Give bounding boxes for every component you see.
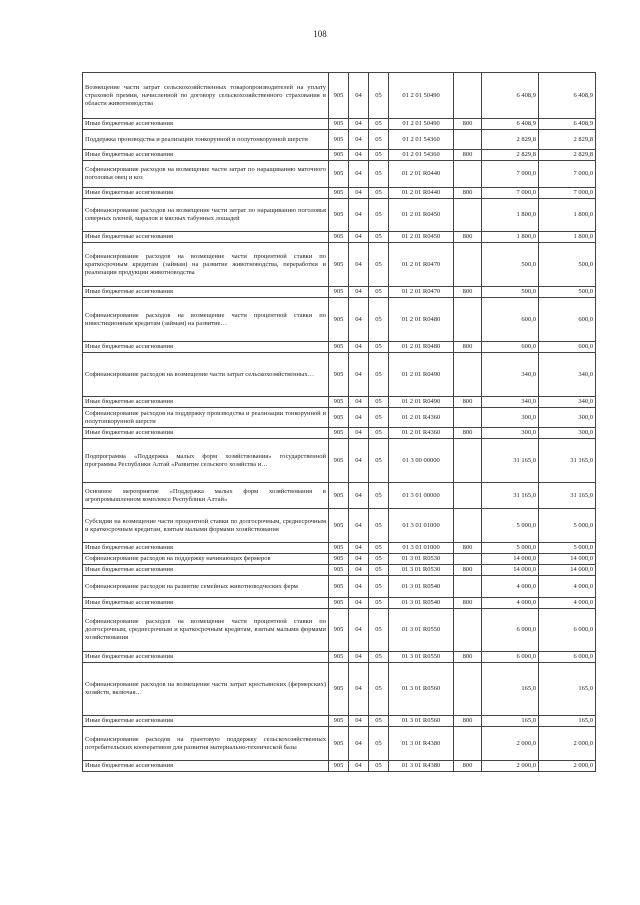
cell-grbs: 905 — [329, 609, 349, 652]
table-row — [83, 397, 596, 408]
table-row — [83, 576, 596, 598]
cell-grbs: 905 — [329, 119, 349, 130]
row-description: Иные бюджетные ассигнования — [83, 397, 329, 408]
cell-expense-type — [454, 727, 482, 761]
row-description: Возмещение части затрат сельскохозяйственных товаропроизводителей на уплату страховой премии, начисленной по договору сельскохозяйственного страхования в области животноводства — [83, 73, 329, 119]
cell-amount-1: 340,0 — [482, 353, 539, 397]
cell-amount-2: 5 000,0 — [539, 509, 596, 543]
cell-amount-1: 2 829,8 — [482, 150, 539, 161]
cell-target-article: 01 2 01 R4360 — [389, 428, 454, 439]
cell-amount-1: 2 000,0 — [482, 761, 539, 772]
cell-podrazdel: 05 — [369, 199, 389, 232]
cell-target-article: 01 3 01 R0560 — [389, 716, 454, 727]
table-row — [83, 554, 596, 565]
cell-podrazdel: 05 — [369, 652, 389, 663]
row-description: Подпрограмма «Поддержка малых форм хозяйствования» государственной программы Республики Алтай «Развитие сельского хозяйства и… — [83, 439, 329, 483]
cell-podrazdel: 05 — [369, 161, 389, 188]
row-description: Софинансирование расходов на возмещение части затрат сельскохозяйственных… — [83, 353, 329, 397]
row-description: Иные бюджетные ассигнования — [83, 761, 329, 772]
cell-amount-2: 4 000,0 — [539, 598, 596, 609]
cell-razdel: 04 — [349, 727, 369, 761]
cell-amount-1: 300,0 — [482, 408, 539, 428]
cell-target-article: 01 3 01 R4380 — [389, 727, 454, 761]
cell-target-article: 01 2 01 R0480 — [389, 342, 454, 353]
cell-expense-type: 800 — [454, 342, 482, 353]
cell-expense-type: 800 — [454, 232, 482, 243]
cell-podrazdel: 05 — [369, 243, 389, 287]
row-description: Иные бюджетные ассигнования — [83, 287, 329, 298]
cell-razdel: 04 — [349, 439, 369, 483]
cell-podrazdel: 05 — [369, 73, 389, 119]
row-description: Иные бюджетные ассигнования — [83, 232, 329, 243]
table-row — [83, 408, 596, 428]
cell-target-article: 01 2 01 R0490 — [389, 397, 454, 408]
cell-razdel: 04 — [349, 199, 369, 232]
cell-expense-type: 800 — [454, 565, 482, 576]
cell-podrazdel: 05 — [369, 119, 389, 130]
budget-table — [82, 72, 596, 772]
cell-grbs: 905 — [329, 287, 349, 298]
cell-amount-2: 340,0 — [539, 353, 596, 397]
table-row — [83, 353, 596, 397]
cell-razdel: 04 — [349, 543, 369, 554]
cell-grbs: 905 — [329, 509, 349, 543]
cell-razdel: 04 — [349, 716, 369, 727]
table-row — [83, 199, 596, 232]
page-number: 108 — [313, 29, 327, 39]
row-description: Поддержка производства и реализации тонкорунной и полутонкорунной шерсти — [83, 130, 329, 150]
cell-amount-2: 300,0 — [539, 408, 596, 428]
row-description: Иные бюджетные ассигнования — [83, 652, 329, 663]
row-description: Иные бюджетные ассигнования — [83, 188, 329, 199]
cell-razdel: 04 — [349, 565, 369, 576]
cell-target-article: 01 3 00 00000 — [389, 439, 454, 483]
cell-podrazdel: 05 — [369, 130, 389, 150]
row-description: Иные бюджетные ассигнования — [83, 150, 329, 161]
cell-amount-1: 31 165,0 — [482, 439, 539, 483]
cell-amount-2: 31 165,0 — [539, 439, 596, 483]
cell-podrazdel: 05 — [369, 428, 389, 439]
cell-expense-type — [454, 161, 482, 188]
cell-amount-1: 600,0 — [482, 342, 539, 353]
cell-expense-type: 800 — [454, 543, 482, 554]
cell-target-article: 01 3 01 R4380 — [389, 761, 454, 772]
cell-podrazdel: 05 — [369, 353, 389, 397]
cell-grbs: 905 — [329, 716, 349, 727]
row-description: Софинансирование расходов на поддержку производства и реализации тонкорунной и полутонкорунной шерсти — [83, 408, 329, 428]
cell-podrazdel: 05 — [369, 232, 389, 243]
cell-razdel: 04 — [349, 428, 369, 439]
row-description: Софинансирование расходов на возмещение части затрат крестьянских (фермерских) хозяйств, включая… — [83, 663, 329, 716]
cell-expense-type — [454, 353, 482, 397]
cell-amount-2: 300,0 — [539, 428, 596, 439]
cell-razdel: 04 — [349, 397, 369, 408]
cell-amount-1: 300,0 — [482, 428, 539, 439]
cell-target-article: 01 3 01 R0540 — [389, 576, 454, 598]
table-row — [83, 727, 596, 761]
cell-amount-2: 7 000,0 — [539, 161, 596, 188]
cell-amount-2: 6 000,0 — [539, 652, 596, 663]
cell-podrazdel: 05 — [369, 397, 389, 408]
cell-amount-2: 4 000,0 — [539, 576, 596, 598]
row-description: Иные бюджетные ассигнования — [83, 119, 329, 130]
cell-target-article: 01 2 01 R0440 — [389, 188, 454, 199]
cell-expense-type — [454, 554, 482, 565]
cell-grbs: 905 — [329, 663, 349, 716]
cell-podrazdel: 05 — [369, 439, 389, 483]
row-description: Софинансирование расходов на поддержку начинающих фермеров — [83, 554, 329, 565]
cell-target-article: 01 3 01 01000 — [389, 509, 454, 543]
cell-podrazdel: 05 — [369, 565, 389, 576]
cell-grbs: 905 — [329, 397, 349, 408]
table-row — [83, 73, 596, 119]
cell-amount-2: 14 000,0 — [539, 565, 596, 576]
cell-target-article: 01 3 01 R0550 — [389, 609, 454, 652]
cell-amount-1: 14 000,0 — [482, 565, 539, 576]
cell-amount-1: 5 000,0 — [482, 543, 539, 554]
cell-amount-2: 5 000,0 — [539, 543, 596, 554]
table-row — [83, 565, 596, 576]
cell-expense-type — [454, 408, 482, 428]
cell-expense-type — [454, 298, 482, 342]
cell-amount-1: 6 408,9 — [482, 73, 539, 119]
cell-amount-1: 600,0 — [482, 298, 539, 342]
cell-expense-type — [454, 483, 482, 509]
cell-podrazdel: 05 — [369, 727, 389, 761]
table-row — [83, 609, 596, 652]
cell-razdel: 04 — [349, 150, 369, 161]
cell-amount-1: 5 000,0 — [482, 509, 539, 543]
table-row — [83, 342, 596, 353]
cell-grbs: 905 — [329, 298, 349, 342]
cell-razdel: 04 — [349, 609, 369, 652]
cell-target-article: 01 2 01 R0470 — [389, 243, 454, 287]
cell-target-article: 01 2 01 54360 — [389, 130, 454, 150]
cell-amount-2: 6 408,9 — [539, 73, 596, 119]
cell-target-article: 01 3 01 R0530 — [389, 554, 454, 565]
table-row — [83, 188, 596, 199]
cell-podrazdel: 05 — [369, 287, 389, 298]
cell-target-article: 01 2 01 54360 — [389, 150, 454, 161]
cell-expense-type — [454, 243, 482, 287]
table-row — [83, 287, 596, 298]
row-description: Иные бюджетные ассигнования — [83, 565, 329, 576]
table-row — [83, 761, 596, 772]
cell-target-article: 01 2 01 50490 — [389, 119, 454, 130]
cell-podrazdel: 05 — [369, 150, 389, 161]
row-description: Софинансирование расходов на возмещение части затрат по наращиванию маточного поголовья овец и коз — [83, 161, 329, 188]
cell-grbs: 905 — [329, 150, 349, 161]
cell-amount-1: 1 800,0 — [482, 199, 539, 232]
cell-amount-2: 2 829,8 — [539, 150, 596, 161]
cell-grbs: 905 — [329, 652, 349, 663]
cell-target-article: 01 3 01 R0530 — [389, 565, 454, 576]
cell-expense-type — [454, 663, 482, 716]
row-description: Основное мероприятие «Поддержка малых форм хозяйствования в агропромышленном комплексе Республики Алтай» — [83, 483, 329, 509]
cell-grbs: 905 — [329, 439, 349, 483]
cell-amount-1: 14 000,0 — [482, 554, 539, 565]
cell-razdel: 04 — [349, 554, 369, 565]
table-row — [83, 652, 596, 663]
cell-target-article: 01 2 01 R0490 — [389, 353, 454, 397]
cell-grbs: 905 — [329, 130, 349, 150]
cell-razdel: 04 — [349, 298, 369, 342]
table-row — [83, 439, 596, 483]
cell-podrazdel: 05 — [369, 716, 389, 727]
table-row — [83, 663, 596, 716]
cell-grbs: 905 — [329, 73, 349, 119]
cell-grbs: 905 — [329, 353, 349, 397]
cell-podrazdel: 05 — [369, 509, 389, 543]
cell-grbs: 905 — [329, 161, 349, 188]
table-row — [83, 716, 596, 727]
cell-razdel: 04 — [349, 130, 369, 150]
cell-amount-1: 6 000,0 — [482, 652, 539, 663]
cell-razdel: 04 — [349, 73, 369, 119]
row-description: Иные бюджетные ассигнования — [83, 598, 329, 609]
cell-podrazdel: 05 — [369, 554, 389, 565]
cell-amount-2: 2 000,0 — [539, 727, 596, 761]
cell-expense-type: 800 — [454, 188, 482, 199]
table-row — [83, 232, 596, 243]
cell-amount-1: 6 000,0 — [482, 609, 539, 652]
cell-amount-1: 6 408,9 — [482, 119, 539, 130]
cell-amount-1: 165,0 — [482, 716, 539, 727]
cell-grbs: 905 — [329, 761, 349, 772]
row-description: Иные бюджетные ассигнования — [83, 428, 329, 439]
cell-grbs: 905 — [329, 199, 349, 232]
cell-grbs: 905 — [329, 576, 349, 598]
cell-target-article: 01 3 01 R0540 — [389, 598, 454, 609]
cell-grbs: 905 — [329, 543, 349, 554]
cell-expense-type — [454, 439, 482, 483]
cell-amount-1: 2 000,0 — [482, 727, 539, 761]
cell-razdel: 04 — [349, 598, 369, 609]
cell-razdel: 04 — [349, 232, 369, 243]
cell-target-article: 01 2 01 R0450 — [389, 232, 454, 243]
cell-amount-2: 165,0 — [539, 663, 596, 716]
cell-amount-2: 2 829,8 — [539, 130, 596, 150]
cell-grbs: 905 — [329, 727, 349, 761]
cell-grbs: 905 — [329, 408, 349, 428]
cell-razdel: 04 — [349, 483, 369, 509]
cell-target-article: 01 3 01 01000 — [389, 543, 454, 554]
cell-amount-2: 340,0 — [539, 397, 596, 408]
cell-expense-type — [454, 199, 482, 232]
cell-razdel: 04 — [349, 408, 369, 428]
row-description: Субсидии на возмещение части процентной ставки по долгосрочным, среднесрочным и краткосрочным кредитам, взятым малыми формами хозяйствования — [83, 509, 329, 543]
cell-target-article: 01 2 01 50490 — [389, 73, 454, 119]
cell-amount-2: 6 000,0 — [539, 609, 596, 652]
cell-target-article: 01 2 01 R0450 — [389, 199, 454, 232]
cell-grbs: 905 — [329, 598, 349, 609]
cell-grbs: 905 — [329, 232, 349, 243]
cell-podrazdel: 05 — [369, 663, 389, 716]
cell-grbs: 905 — [329, 565, 349, 576]
row-description: Софинансирование расходов на возмещение части процентной ставки по краткосрочным кредитам (займам) на развитие животноводства, переработки и реализации продукции животноводства — [83, 243, 329, 287]
cell-amount-2: 165,0 — [539, 716, 596, 727]
cell-expense-type: 800 — [454, 119, 482, 130]
cell-amount-2: 31 165,0 — [539, 483, 596, 509]
cell-amount-1: 4 000,0 — [482, 576, 539, 598]
cell-razdel: 04 — [349, 509, 369, 543]
cell-podrazdel: 05 — [369, 483, 389, 509]
table-row — [83, 161, 596, 188]
row-description: Иные бюджетные ассигнования — [83, 716, 329, 727]
row-description: Иные бюджетные ассигнования — [83, 342, 329, 353]
table-row — [83, 298, 596, 342]
cell-target-article: 01 2 01 R0480 — [389, 298, 454, 342]
cell-amount-1: 500,0 — [482, 243, 539, 287]
cell-razdel: 04 — [349, 243, 369, 287]
cell-razdel: 04 — [349, 353, 369, 397]
cell-razdel: 04 — [349, 119, 369, 130]
row-description: Софинансирование расходов на возмещение части процентной ставки по долгосрочным, среднесрочным и краткосрочным кредитам, взятым малыми формами хозяйствования — [83, 609, 329, 652]
cell-target-article: 01 3 01 R0550 — [389, 652, 454, 663]
cell-expense-type — [454, 509, 482, 543]
cell-expense-type — [454, 576, 482, 598]
cell-amount-1: 500,0 — [482, 287, 539, 298]
cell-podrazdel: 05 — [369, 576, 389, 598]
cell-expense-type — [454, 609, 482, 652]
table-row — [83, 509, 596, 543]
cell-amount-1: 2 829,8 — [482, 130, 539, 150]
cell-amount-1: 340,0 — [482, 397, 539, 408]
row-description: Софинансирование расходов на развитие семейных животноводческих ферм — [83, 576, 329, 598]
cell-amount-2: 500,0 — [539, 243, 596, 287]
cell-expense-type: 800 — [454, 761, 482, 772]
table-row — [83, 243, 596, 287]
cell-expense-type: 800 — [454, 428, 482, 439]
cell-amount-2: 600,0 — [539, 342, 596, 353]
cell-podrazdel: 05 — [369, 761, 389, 772]
cell-expense-type — [454, 73, 482, 119]
cell-expense-type: 800 — [454, 397, 482, 408]
cell-podrazdel: 05 — [369, 543, 389, 554]
cell-amount-2: 1 800,0 — [539, 232, 596, 243]
cell-grbs: 905 — [329, 554, 349, 565]
cell-grbs: 905 — [329, 483, 349, 509]
table-row — [83, 119, 596, 130]
cell-grbs: 905 — [329, 342, 349, 353]
table-row — [83, 150, 596, 161]
cell-razdel: 04 — [349, 188, 369, 199]
cell-expense-type: 800 — [454, 150, 482, 161]
cell-grbs: 905 — [329, 188, 349, 199]
cell-razdel: 04 — [349, 652, 369, 663]
row-description: Софинансирование расходов на возмещение части затрат по наращиванию поголовья северных оленей, маралов и мясных табунных лошадей — [83, 199, 329, 232]
cell-amount-2: 6 408,9 — [539, 119, 596, 130]
table-row — [83, 130, 596, 150]
cell-amount-1: 165,0 — [482, 663, 539, 716]
table-row — [83, 428, 596, 439]
cell-amount-2: 7 000,0 — [539, 188, 596, 199]
cell-grbs: 905 — [329, 243, 349, 287]
table-row — [83, 598, 596, 609]
cell-amount-1: 7 000,0 — [482, 188, 539, 199]
cell-razdel: 04 — [349, 576, 369, 598]
row-description: Иные бюджетные ассигнования — [83, 543, 329, 554]
row-description: Софинансирование расходов на возмещение части процентной ставки по инвестиционным кредитам (займам) на развитие… — [83, 298, 329, 342]
cell-razdel: 04 — [349, 287, 369, 298]
cell-expense-type: 800 — [454, 287, 482, 298]
cell-expense-type: 800 — [454, 598, 482, 609]
cell-podrazdel: 05 — [369, 188, 389, 199]
cell-target-article: 01 3 01 00000 — [389, 483, 454, 509]
cell-amount-2: 14 000,0 — [539, 554, 596, 565]
cell-amount-1: 4 000,0 — [482, 598, 539, 609]
cell-amount-2: 2 000,0 — [539, 761, 596, 772]
cell-podrazdel: 05 — [369, 298, 389, 342]
cell-amount-1: 7 000,0 — [482, 161, 539, 188]
table-row — [83, 483, 596, 509]
cell-expense-type: 800 — [454, 716, 482, 727]
cell-target-article: 01 2 01 R4360 — [389, 408, 454, 428]
table-row — [83, 543, 596, 554]
cell-amount-2: 1 800,0 — [539, 199, 596, 232]
cell-podrazdel: 05 — [369, 408, 389, 428]
cell-target-article: 01 3 01 R0560 — [389, 663, 454, 716]
cell-grbs: 905 — [329, 428, 349, 439]
cell-target-article: 01 2 01 R0470 — [389, 287, 454, 298]
cell-expense-type — [454, 130, 482, 150]
cell-amount-1: 1 800,0 — [482, 232, 539, 243]
cell-podrazdel: 05 — [369, 609, 389, 652]
cell-razdel: 04 — [349, 663, 369, 716]
cell-razdel: 04 — [349, 161, 369, 188]
row-description: Софинансирование расходов на грантовую поддержку сельскохозяйственных потребительских кооперативов для развития материально-технической базы — [83, 727, 329, 761]
cell-podrazdel: 05 — [369, 342, 389, 353]
cell-razdel: 04 — [349, 342, 369, 353]
cell-amount-1: 31 165,0 — [482, 483, 539, 509]
cell-razdel: 04 — [349, 761, 369, 772]
cell-podrazdel: 05 — [369, 598, 389, 609]
cell-amount-2: 500,0 — [539, 287, 596, 298]
cell-amount-2: 600,0 — [539, 298, 596, 342]
cell-target-article: 01 2 01 R0440 — [389, 161, 454, 188]
budget-table-body — [83, 73, 596, 772]
cell-expense-type: 800 — [454, 652, 482, 663]
